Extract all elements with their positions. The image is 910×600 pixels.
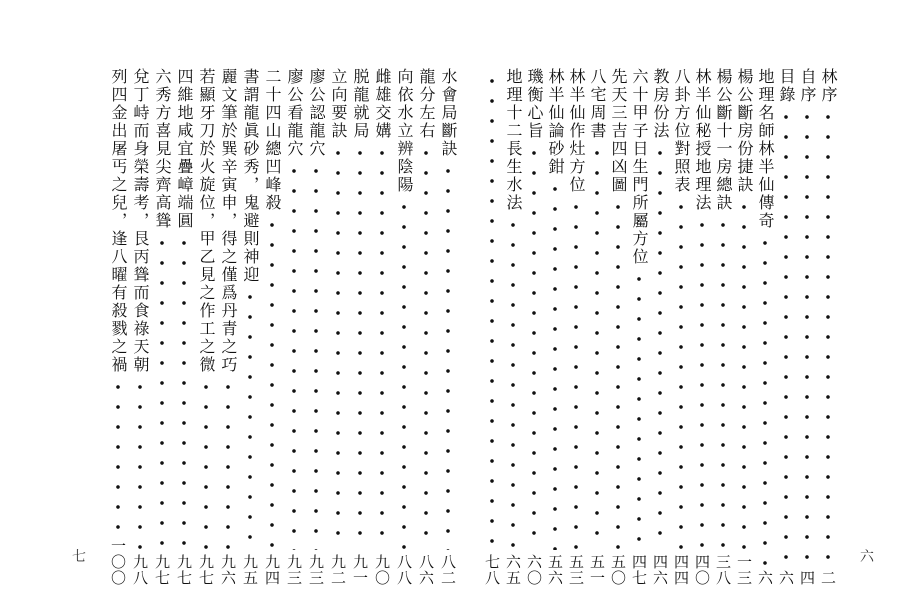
toc-entry [240,68,260,586]
dot-leader [637,269,641,550]
toc-entry-title: 教房份法 [651,68,670,140]
toc-entry-title: 目錄 [777,68,796,104]
toc-entry-title: 楊公斷房份捷訣 [735,68,754,194]
toc-entry-title: 廖公看龍穴 [285,68,304,158]
toc-entry-page: 九五 [241,554,259,586]
dot-leader [742,197,746,550]
toc-entry-page: 九四 [263,554,281,586]
toc-entry-page: 八六 [417,554,435,586]
dot-leader [248,287,252,550]
dot-leader [532,143,536,550]
dot-leader [424,143,428,550]
dot-leader [446,161,450,550]
toc-entry-title: 若顯牙刀於火旋位，甲乙見之作工之微 [197,68,216,374]
dot-leader [336,143,340,550]
toc-entry [650,68,670,586]
dot-leader [204,377,208,550]
toc-entry [755,68,775,586]
dot-leader [511,215,515,550]
toc-entry-title: 楊公斷十一房總訣 [714,68,733,212]
toc-entry-title: 雌雄交媾 [373,68,392,140]
dot-leader [292,161,296,550]
toc-entry [776,68,796,586]
dot-leader [679,197,683,550]
dot-leader [658,143,662,550]
dot-leader [805,107,809,566]
toc-entry [797,68,817,586]
toc-entry [545,68,565,586]
toc-entry [350,68,370,586]
toc-entry [416,68,436,586]
toc-entry-title: 列四金出屠丐之兒，逢八曜有殺戮之禍 [109,68,128,374]
toc-entry-title: 二十四山總凹峰殺 [263,68,282,212]
toc-entry-title: 璣衡心旨 [525,68,544,140]
dot-leader [160,233,164,550]
dot-leader [595,143,599,550]
toc-entry-title: 四維地咸宜疊嶂端圓 [175,68,194,230]
toc-entry [629,68,649,586]
toc-entry-title: 六十甲子日生門所屬方位 [630,68,649,266]
toc-entry-page: 一三 [735,554,753,586]
dot-leader [314,161,318,550]
toc-entry-title: 林半仙作灶方位 [567,68,586,194]
toc-entry-title: 麗文筆於巽辛寅申，得之僅爲丹青之巧 [219,68,238,374]
toc-entry-page: 九七 [153,554,171,586]
toc-entry-page: 七八 [483,554,501,586]
toc-entry [306,68,326,586]
toc-entry-title: 林序 [819,68,838,104]
dot-leader [182,233,186,550]
toc-entry-page: 九二 [329,554,347,586]
dot-leader [270,215,274,550]
toc-entry [284,68,304,586]
toc-entry-title: 林半仙論砂鉗 [546,68,565,176]
toc-entry [818,68,838,586]
toc-entry-title: 兌丁峙而身榮壽考，艮丙聳而食祿天朝 [131,68,150,374]
toc-entry-title: 先天三吉四凶圖 [609,68,628,194]
toc-entry [524,68,544,586]
toc-entry [174,68,194,586]
toc-entry-page: 九七 [175,554,193,586]
toc-entry-page: 二 [819,570,837,586]
toc-entry [218,68,238,586]
toc-entry-page: 四四 [672,554,690,586]
toc-entry-page: 四〇 [693,554,711,586]
toc-entry-title: 地理十二長生水法 [504,68,523,212]
toc-entry-page: 五〇 [609,554,627,586]
toc-entry-page: 九六 [219,554,237,586]
toc-entry-page: 四六 [651,554,669,586]
dot-leader [116,377,120,534]
toc-entry-title: 廖公認龍穴 [307,68,326,158]
dot-leader [700,215,704,550]
toc-entry-page: 三八 [714,554,732,586]
toc-entry [587,68,607,586]
dot-leader [721,215,725,550]
toc-entry-page: 九〇 [373,554,391,586]
toc-entry-page: 九八 [131,554,149,586]
toc-entry-title: 八卦方位對照表 [672,68,691,194]
toc-entry [262,68,282,586]
dot-leader [402,197,406,550]
right-folio: 六 [860,549,874,565]
toc-entry-title: 自序 [798,68,817,104]
toc-entry [692,68,712,586]
toc-entry-page: 一〇〇 [109,538,127,586]
dot-leader [553,179,557,550]
toc-entry-page: 五三 [567,554,585,586]
toc-entry-page: 八二 [439,554,457,586]
toc-entry-page: 九一 [351,554,369,586]
toc-entry-title: 六秀方喜見尖齊高聳 [153,68,172,230]
toc-entry-title: 脱龍就局 [351,68,370,140]
dot-leader [616,197,620,550]
toc-entry [372,68,392,586]
toc-entry-title: 書謂龍眞砂秀，鬼避則神迎 [241,68,260,284]
toc-entry [438,68,458,586]
toc-entry [671,68,691,586]
dot-leader [138,377,142,550]
toc-entry [130,68,150,586]
toc-entry [152,68,172,586]
toc-entry-title: 林半仙秘授地理法 [693,68,712,212]
toc-entry [328,68,348,586]
toc-entry-title: 八宅周書 [588,68,607,140]
toc-entry [196,68,216,586]
dot-leader [574,197,578,550]
toc-entry [734,68,754,586]
toc-entry-page: 六五 [504,554,522,586]
dot-leader [226,377,230,550]
toc-entry [713,68,733,586]
dot-leader [826,107,830,566]
toc-entry-title: 向依水立辨陰陽 [395,68,414,194]
toc-entry-page: 九七 [197,554,215,586]
toc-entry-title: 地理名師林半仙傳奇 [756,68,775,230]
toc-entry-title: 立向要訣 [329,68,348,140]
toc-entry [503,68,523,586]
toc-entry-page: 四七 [630,554,648,586]
toc-entry [566,68,586,586]
toc-entry-page: 六〇 [525,554,543,586]
toc-entry-page: 六 [756,570,774,586]
dot-leader [763,233,767,566]
dot-leader [380,143,384,550]
toc-entry-page: 四 [798,570,816,586]
toc-entry-page: 五一 [588,554,606,586]
left-folio: 七 [72,549,86,565]
toc-entry-page: 六 [777,570,795,586]
dot-leader [784,107,788,566]
toc-entry-page: 五六 [546,554,564,586]
toc-entry [394,68,414,586]
toc-entry [482,68,502,586]
toc-entry [108,68,128,586]
toc-entry-page: 九三 [285,554,303,586]
toc-entry-title: 水會局斷訣 [439,68,458,158]
dot-leader [490,71,494,550]
toc-entry-page: 九三 [307,554,325,586]
toc-entry-title: 龍分左右 [417,68,436,140]
toc-entry [608,68,628,586]
dot-leader [358,143,362,550]
toc-entry-page: 八八 [395,554,413,586]
